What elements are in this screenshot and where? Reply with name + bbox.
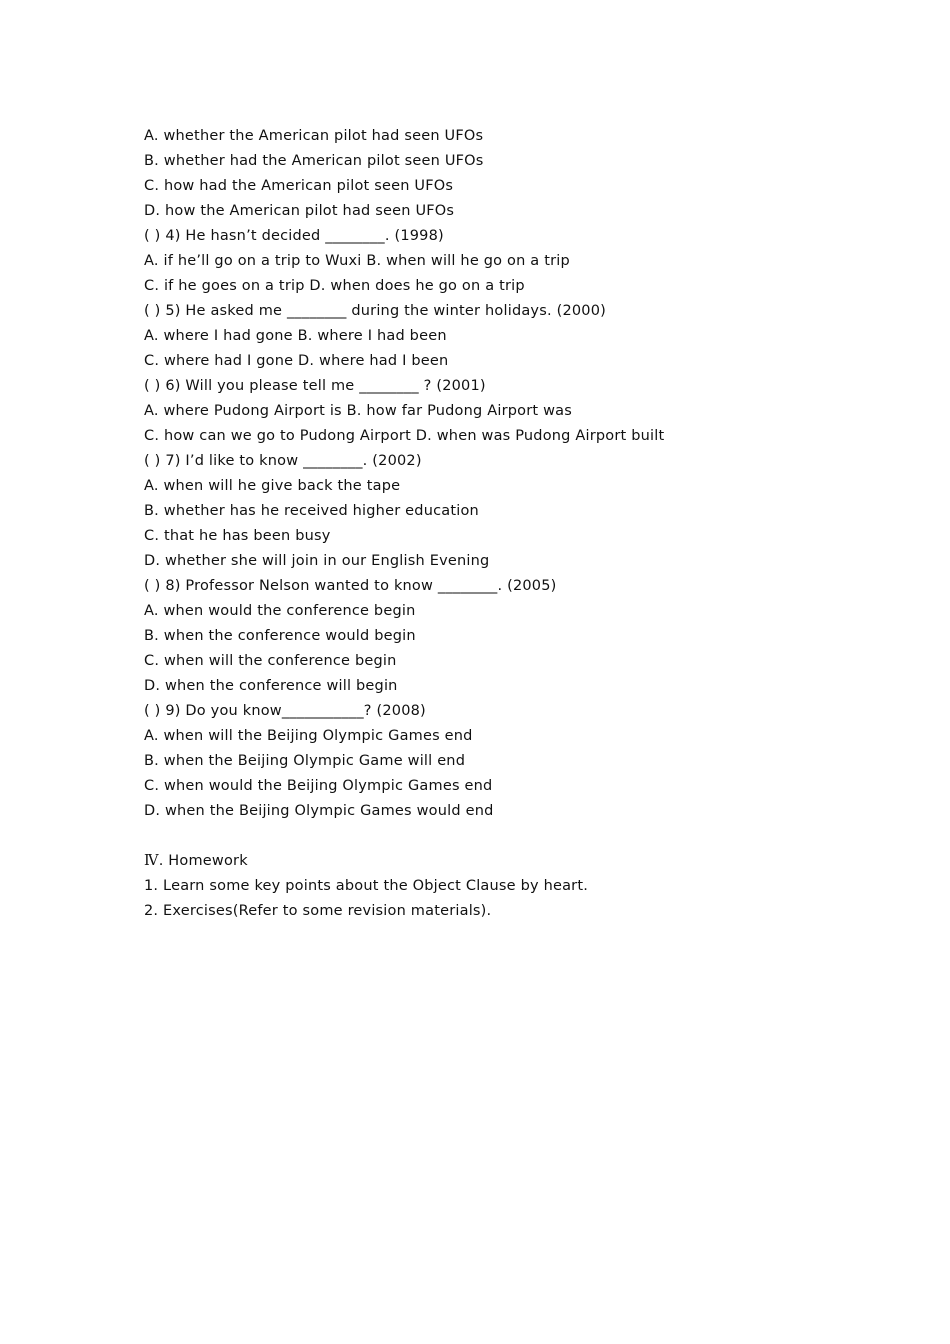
section-spacer xyxy=(144,824,844,849)
question-line: ( ) 6) Will you please tell me ________ ? (2001) xyxy=(144,378,486,394)
option-line: C. when will the conference begin xyxy=(144,653,397,669)
homework-item: 2. Exercises(Refer to some revision materials). xyxy=(144,903,492,919)
option-line: C. where had I gone D. where had I been xyxy=(144,353,449,369)
option-line: C. if he goes on a trip D. when does he go on a trip xyxy=(144,278,525,294)
option-line: B. when the conference would begin xyxy=(144,628,416,644)
option-line: A. when will he give back the tape xyxy=(144,478,401,494)
option-line: A. where I had gone B. where I had been xyxy=(144,328,447,344)
document-page xyxy=(144,124,844,924)
option-line: D. whether she will join in our English Evening xyxy=(144,553,490,569)
homework-section xyxy=(144,849,844,924)
question-line: ( ) 9) Do you know___________? (2008) xyxy=(144,703,426,719)
option-line: B. when the Beijing Olympic Game will end xyxy=(144,753,466,769)
option-line: D. when the Beijing Olympic Games would end xyxy=(144,803,494,819)
question-line: ( ) 5) He asked me ________ during the winter holidays. (2000) xyxy=(144,303,606,319)
option-line: D. when the conference will begin xyxy=(144,678,398,694)
homework-item: 1. Learn some key points about the Object Clause by heart. xyxy=(144,878,589,894)
question-line: ( ) 7) I’d like to know ________. (2002) xyxy=(144,453,422,469)
question-line: ( ) 8) Professor Nelson wanted to know ________. (2005) xyxy=(144,578,557,594)
option-line: B. whether has he received higher education xyxy=(144,503,479,519)
option-line: A. where Pudong Airport is B. how far Pudong Airport was xyxy=(144,403,572,419)
option-line: C. how can we go to Pudong Airport D. when was Pudong Airport built xyxy=(144,428,665,444)
question-line: ( ) 4) He hasn’t decided ________. (1998) xyxy=(144,228,444,244)
option-line: A. whether the American pilot had seen UFOs xyxy=(144,128,484,144)
option-line: C. how had the American pilot seen UFOs xyxy=(144,178,454,194)
option-line: D. how the American pilot had seen UFOs xyxy=(144,203,455,219)
homework-title: . Homework xyxy=(158,853,248,869)
option-line: C. that he has been busy xyxy=(144,528,331,544)
section-numeral: Ⅳ xyxy=(144,853,159,869)
homework-heading xyxy=(144,849,844,874)
option-line: A. when would the conference begin xyxy=(144,603,416,619)
option-line: A. if he’ll go on a trip to Wuxi B. when will he go on a trip xyxy=(144,253,570,269)
exercise-section xyxy=(144,124,844,824)
option-line: A. when will the Beijing Olympic Games end xyxy=(144,728,473,744)
option-line: B. whether had the American pilot seen UFOs xyxy=(144,153,484,169)
option-line: C. when would the Beijing Olympic Games end xyxy=(144,778,493,794)
